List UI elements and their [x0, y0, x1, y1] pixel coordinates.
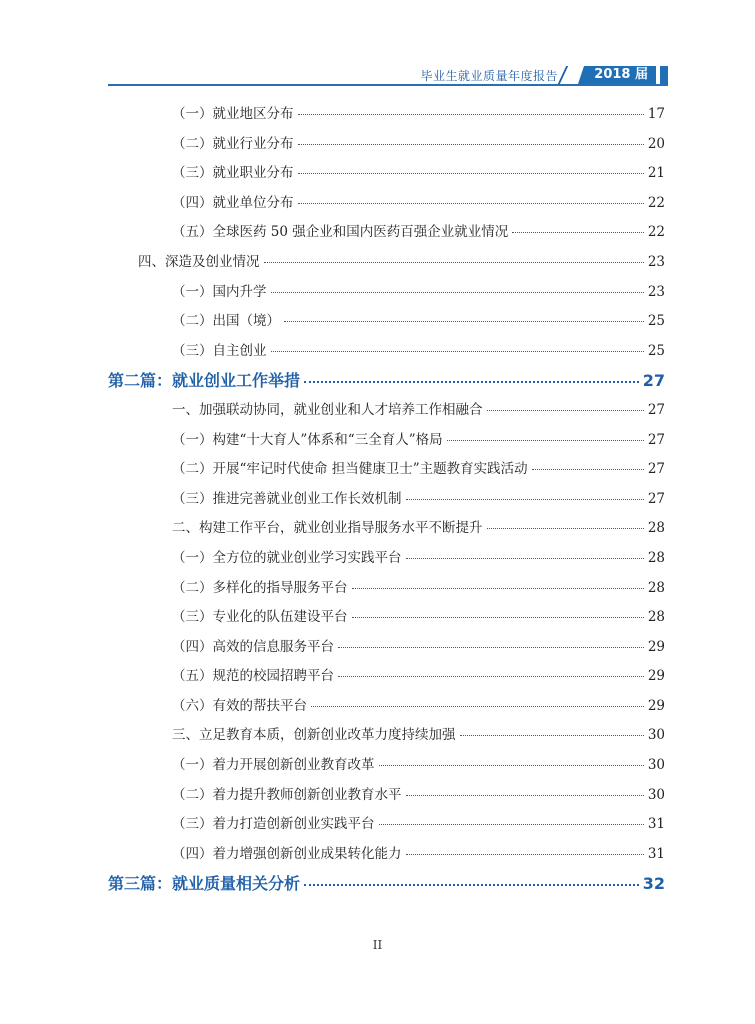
toc-entry[interactable]	[108, 605, 665, 635]
dot-leader	[304, 381, 639, 383]
dot-leader	[406, 558, 644, 559]
dot-leader	[298, 173, 644, 174]
dot-leader	[311, 706, 644, 707]
toc-entry[interactable]	[108, 191, 665, 221]
toc-entry-page: 22	[647, 194, 665, 211]
toc-entry[interactable]	[108, 812, 665, 842]
toc-entry-page: 30	[647, 757, 665, 774]
dot-leader	[406, 499, 644, 500]
slash-decoration	[558, 66, 578, 84]
toc-entry[interactable]	[108, 457, 665, 487]
toc-entry-label: （五）全球医药 50 强企业和国内医药百强企业就业情况	[172, 224, 509, 241]
toc-entry[interactable]	[108, 842, 665, 872]
toc-entry[interactable]	[108, 428, 665, 458]
toc-entry-label: 二、构建工作平台，就业创业指导服务水平不断提升	[172, 520, 483, 537]
table-of-contents	[108, 102, 665, 901]
dot-leader	[379, 765, 644, 766]
toc-entry[interactable]	[108, 753, 665, 783]
toc-entry[interactable]	[108, 516, 665, 546]
toc-entry[interactable]	[108, 723, 665, 753]
toc-entry[interactable]	[108, 161, 665, 191]
dot-leader	[460, 735, 644, 736]
toc-entry-label: 第二篇：就业创业工作举措	[108, 371, 301, 391]
toc-entry[interactable]	[108, 339, 665, 369]
toc-entry[interactable]	[108, 220, 665, 250]
toc-entry-label: （六）有效的帮扶平台	[172, 697, 307, 714]
dot-leader	[487, 528, 644, 529]
toc-entry-label: 第三篇：就业质量相关分析	[108, 874, 301, 894]
toc-entry-page: 22	[647, 224, 665, 241]
toc-entry-page: 29	[647, 697, 665, 714]
dot-leader	[447, 440, 644, 441]
toc-entry-label: （三）自主创业	[172, 342, 267, 359]
toc-chapter-entry[interactable]	[108, 871, 665, 901]
toc-entry-page: 30	[647, 786, 665, 803]
dot-leader	[487, 410, 644, 411]
toc-entry-page: 28	[647, 549, 665, 566]
toc-entry-label: 四、深造及创业情况	[138, 253, 260, 270]
toc-entry-label: （二）多样化的指导服务平台	[172, 579, 348, 596]
toc-entry-page: 29	[647, 668, 665, 685]
toc-entry-label: （四）着力增强创新创业成果转化能力	[172, 845, 402, 862]
toc-entry-label: （二）就业行业分布	[172, 135, 294, 152]
toc-entry-label: （一）全方位的就业创业学习实践平台	[172, 549, 402, 566]
toc-entry[interactable]	[108, 783, 665, 813]
toc-entry[interactable]	[108, 309, 665, 339]
header-block-decoration	[660, 66, 668, 84]
toc-entry-page: 23	[647, 283, 665, 300]
toc-entry[interactable]	[108, 635, 665, 665]
dot-leader	[338, 647, 644, 648]
toc-entry-label: 三、立足教育本质，创新创业改革力度持续加强	[172, 727, 456, 744]
toc-entry-label: （二）着力提升教师创新创业教育水平	[172, 786, 402, 803]
toc-entry[interactable]	[108, 664, 665, 694]
toc-entry-label: （三）着力打造创新创业实践平台	[172, 816, 375, 833]
toc-entry-label: （一）就业地区分布	[172, 106, 294, 122]
dot-leader	[532, 469, 644, 470]
toc-entry-page: 27	[642, 371, 665, 391]
toc-entry[interactable]	[108, 546, 665, 576]
toc-entry[interactable]	[108, 132, 665, 162]
toc-entry-page: 20	[647, 135, 665, 152]
toc-entry-page: 28	[647, 579, 665, 596]
dot-leader	[298, 203, 644, 204]
toc-entry-label: （二）开展“牢记时代使命 担当健康卫士”主题教育实践活动	[172, 461, 528, 478]
toc-entry-label: （五）规范的校园招聘平台	[172, 668, 334, 685]
dot-leader	[304, 884, 639, 886]
page-number: II	[372, 938, 383, 952]
toc-entry-page: 23	[647, 253, 665, 270]
toc-entry-page: 27	[647, 431, 665, 448]
report-title: 毕业生就业质量年度报告	[420, 69, 558, 83]
dot-leader	[298, 114, 644, 115]
toc-entry-label: （四）就业单位分布	[172, 194, 294, 211]
toc-entry-page: 28	[647, 609, 665, 626]
toc-entry[interactable]	[108, 250, 665, 280]
dot-leader	[379, 824, 644, 825]
dot-leader	[264, 262, 644, 263]
toc-entry-label: （一）构建“十大育人”体系和“三全育人”格局	[172, 431, 443, 448]
toc-entry-label: （三）专业化的队伍建设平台	[172, 609, 348, 626]
toc-entry-page: 30	[647, 727, 665, 744]
toc-entry-page: 31	[647, 845, 665, 862]
dot-leader	[271, 351, 644, 352]
toc-entry-label: （三）就业职业分布	[172, 165, 294, 182]
toc-entry-label: （一）着力开展创新创业教育改革	[172, 757, 375, 774]
toc-entry-label: 一、加强联动协同，就业创业和人才培养工作相融合	[172, 401, 483, 418]
toc-entry-label: （一）国内升学	[172, 283, 267, 300]
toc-entry-page: 17	[647, 106, 665, 122]
page-header	[108, 66, 668, 86]
toc-entry-page: 27	[647, 401, 665, 418]
dot-leader	[271, 292, 644, 293]
dot-leader	[338, 676, 644, 677]
dot-leader	[406, 795, 644, 796]
dot-leader	[352, 588, 644, 589]
toc-entry[interactable]	[108, 398, 665, 428]
toc-entry-page: 25	[647, 313, 665, 330]
toc-entry-label: （三）推进完善就业创业工作长效机制	[172, 490, 402, 507]
toc-entry-label: （四）高效的信息服务平台	[172, 638, 334, 655]
toc-entry[interactable]	[108, 102, 665, 132]
toc-entry-page: 32	[642, 874, 665, 894]
toc-entry[interactable]	[108, 280, 665, 310]
toc-entry[interactable]	[108, 487, 665, 517]
dot-leader	[512, 232, 644, 233]
toc-entry-page: 25	[647, 342, 665, 359]
toc-entry-page: 28	[647, 520, 665, 537]
toc-entry-page: 27	[647, 490, 665, 507]
toc-chapter-entry[interactable]	[108, 368, 665, 398]
toc-entry-page: 21	[647, 165, 665, 182]
header-rule	[108, 84, 668, 86]
dot-leader	[406, 854, 644, 855]
dot-leader	[298, 144, 644, 145]
toc-entry-page: 29	[647, 638, 665, 655]
toc-entry-page: 31	[647, 816, 665, 833]
dot-leader	[284, 321, 644, 322]
year-badge: 2018 届	[584, 66, 656, 84]
toc-entry-page: 27	[647, 461, 665, 478]
toc-entry[interactable]	[108, 576, 665, 606]
toc-entry-label: （二）出国（境）	[172, 313, 280, 330]
toc-entry[interactable]	[108, 694, 665, 724]
dot-leader	[352, 617, 644, 618]
